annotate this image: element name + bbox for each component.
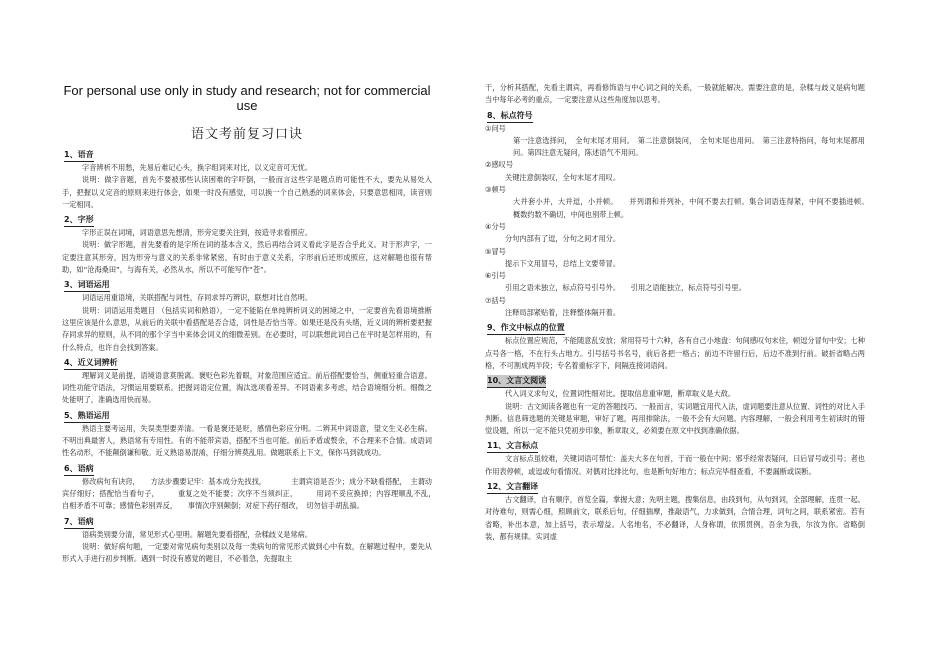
section bbox=[62, 354, 432, 407]
paragraph: ⑦括号 bbox=[485, 295, 506, 305]
right-sections bbox=[485, 82, 880, 543]
copyright-header: For personal use only in study and research; not for commercial use bbox=[63, 83, 431, 113]
section-heading: 1、语音 bbox=[64, 149, 94, 162]
paragraph: ③顿号 bbox=[485, 185, 506, 195]
section bbox=[485, 107, 880, 320]
paragraph: 引用之语未独立，标点符号引号外。 引用之语能独立，标点符号引号里。 bbox=[505, 283, 746, 293]
section-heading: 9、作文中标点的位置 bbox=[487, 322, 565, 335]
section bbox=[485, 478, 865, 543]
section-heading: 10、文言文阅读 bbox=[487, 375, 546, 388]
paragraph: ②感叹号 bbox=[485, 160, 514, 170]
paragraph: 提示下文用冒号，总结上文要带冒。 bbox=[505, 258, 621, 268]
section-heading: 8、标点符号 bbox=[487, 110, 533, 123]
paragraph: 关键注意倒装叹，全句末尾才用叹。 bbox=[505, 172, 621, 182]
paragraph: 大并套小并，大并逗，小并顿。 并列谓和并列补，中间不要去打顿。集合词语连得紧，中间不要插进顿。 概数约数不确切，中间也别带上顿。 bbox=[513, 197, 880, 219]
section bbox=[485, 372, 865, 437]
right-column bbox=[485, 0, 880, 543]
paragraph: ④分号 bbox=[485, 221, 506, 231]
section bbox=[62, 513, 432, 566]
section bbox=[485, 437, 865, 478]
paragraph: 说明：做字形题，首先要看的是字所在词的基本含义，然后再结合词义看此字是否合乎此义。对于形声字，一定要注意其形旁，因为形旁与意义的关系非常紧密，有时由于意义关系，字形前后还形成照应，这对解题也很有帮助，如“沧海桑田”，与海有关，必然从水，所以不可能写作“苍”。 bbox=[62, 240, 432, 275]
section-heading: 2、字形 bbox=[64, 214, 94, 227]
paragraph: 标点位置应规范，不能随意乱安放；常用符号十六种，各有自己小地盘：句间感叹句末住，顿逗分冒句中安；七种点号各一格，不在行头占地方。引号括号书名号，前后各把一格占；前边不许留行后，后边不准到行前。破折省略占两格，不可割成两半段；专名着重标字下，间隔连接词语间。 bbox=[485, 336, 865, 370]
left-column bbox=[62, 0, 447, 565]
section bbox=[62, 211, 432, 276]
left-sections bbox=[62, 146, 447, 565]
paragraph: 字音辨析不用愁，先易后难记心头，换字组词来对比，以义定音可无忧。 bbox=[82, 163, 313, 172]
paragraph: 说明：词语运用类题目 （包括实词和熟语），一定不能陷在单纯辨析词义的困境之中，一定要首先看语境推断这里应该是什么意思，从前后的关联中看搭配是否合适，词性是否恰当等。如果还是没有头绪，近义词的辨析要把握存同求异的原则，从不同的那个字当中来体会词义的细微差别。在必要时，可以联想此词自己在平时是怎样用的，有什么特点，也许自会找到答案。 bbox=[62, 305, 432, 352]
section-heading: 12、文言翻译 bbox=[487, 481, 538, 494]
section bbox=[62, 276, 432, 353]
section bbox=[62, 146, 432, 211]
paragraph: 注释局部紧贴着，注释整体隔开着。 bbox=[505, 308, 621, 318]
section-heading: 4、近义词辨析 bbox=[64, 357, 118, 370]
paragraph: ⑤冒号 bbox=[485, 246, 506, 256]
paragraph: 词语运用重语境，关联搭配与词性，存同求异巧辨识，联想对比自然明。 bbox=[82, 293, 313, 303]
section-heading: 5、熟语运用 bbox=[64, 410, 110, 423]
paragraph: 说明：做字音题，首先不要被那些认读困难的字吓倒，一般而言这些字是题点的可能性不大，要先从易处入手，把握以义定音的原则来进行体会，如果一时没有感觉，可以换一个自己熟悉的词来体会，只要意思相同，读音则一定相同。 bbox=[62, 175, 432, 209]
paragraph: 熟语主要考运用，失误类型要弄清。一看是褒还是贬，感情色彩应分明。二辨其中词语意，望文生义必生病。不明出典最害人，熟语常有专用性。有的不能带宾语，搭配不当也可能。前后矛盾或赘余，不合理来不合情。成语词性名动形，不能颠倒谦和敬。近义熟语易混淆，仔细分辨莫乱用。做题联系上下文，保你马到就成功。 bbox=[62, 423, 432, 458]
paragraph: ①问号 bbox=[485, 123, 506, 133]
section-heading: 7、语病 bbox=[64, 516, 94, 529]
paragraph: 理解词义是前提，语境语意莫脱离。褒贬色彩先着眼，对象范围应适宜。前后搭配要恰当，侧重轻重合语意。词性功能守语法，习惯运用要联系。把握词语定位置，淘汰选项看差异。不同语素多考虑，结合语境细分析。细微之处能明了，准确选用快而易。 bbox=[62, 370, 432, 405]
section bbox=[62, 460, 447, 513]
section-heading: 11、文言标点 bbox=[487, 440, 538, 453]
paragraph: 第一注意选择问， 全句末尾才用问。 第二注意倒装问， 全句末尾也用问。 第三注意特指问，每句末尾都用问。第四注意无疑问，陈述语气不用问。 bbox=[513, 135, 865, 158]
page-title: 语文考前复习口诀 bbox=[190, 127, 303, 142]
paragraph: 语病类别要分清，常见形式心里明。解题先要看搭配，杂糅歧义是常病。 bbox=[82, 529, 313, 539]
paragraph: 干，分析其搭配，先看主谓宾，再看修饰语与中心词之间的关系，一般就能解决。需要注意的是，杂糅与歧义是病句题当中每年必考的重点，一定要注意从这些角度加以思考。 bbox=[485, 83, 865, 105]
paragraph: 字形正误在词境，词语意思先想清，形旁定要关注到，按造寻求看照应。 bbox=[82, 228, 313, 238]
paragraph: 说明：古文阅读各题也有一定的答题技巧。一般而言，实词题宜用代入法，虚词题要注意从位置、词性的对比入手判断。信息筛选题的关键是审题，审好了题，再用排除法，一般不会有大问题。内容理解，一般会利用考生初读时的错觉设题，所以一定不能只凭初步印象，断章取义，必须要在原文中找到准确依据。 bbox=[485, 401, 865, 436]
section-heading: 6、语病 bbox=[64, 463, 94, 476]
section bbox=[485, 319, 865, 372]
paragraph: 修改病句有诀窍， 方法步骤要记牢：基本成分先找找， 主谓宾语是否少；成分不缺看搭配， 主谓动宾仔细好；搭配恰当看句子， 重复之处不能要；次序不当须纠正， 用词不妥应换掉；内容理顺乱不乱， 自相矛盾不可靠；感情色彩别弄反， 事情次序别颠倒；对症下药仔细改， 切勿信手胡乱搞。 bbox=[62, 476, 447, 511]
paragraph: 代入词义求句义，位置词性细对比。提取信息重审题，断章取义是大敌。 bbox=[505, 389, 736, 399]
paragraph: ⑥引号 bbox=[485, 271, 506, 281]
section-heading: 3、词语运用 bbox=[64, 279, 110, 292]
paragraph: 古文翻译，自有顺序，首览全篇，掌握大意；先明主题，搜集信息，由段到句，从句到词，全部理解，连贯一起。对待难句，则需心细，照顾前文，联系后句，仔细揣摩，推敲语气，力求做到，合情合理，词句之间，联系紧密。若有省略，补出本意，加上括号，表示增益。人名地名，不必翻译，人身称谓，依照贯例，吾余为我，尔汝为你。省略倒装，都有规律。实词虚 bbox=[485, 495, 865, 541]
paragraph: 分句内部有了逗，分句之间才用分。 bbox=[505, 234, 621, 244]
paragraph: 说明：做好病句题，一定要对常见病句类别以及每一类病句的常见形式做到心中有数，在解题过程中，要先从形式入手进行初步判断。遇到一时没有感觉的题目，不必着急，先提取主 bbox=[62, 541, 432, 564]
paragraph: 文言标点虽较难，关键词语可帮忙：盖夫大多在句首，于而一般在中间；邪乎经常表疑问，曰后冒号或引号；者也作用表停顿，或逗或句看情况。对偶对比排比句，也是断句好地方；标点完毕细查看，不要漏断或误断。 bbox=[485, 454, 865, 476]
section bbox=[485, 82, 865, 107]
section bbox=[62, 407, 432, 460]
